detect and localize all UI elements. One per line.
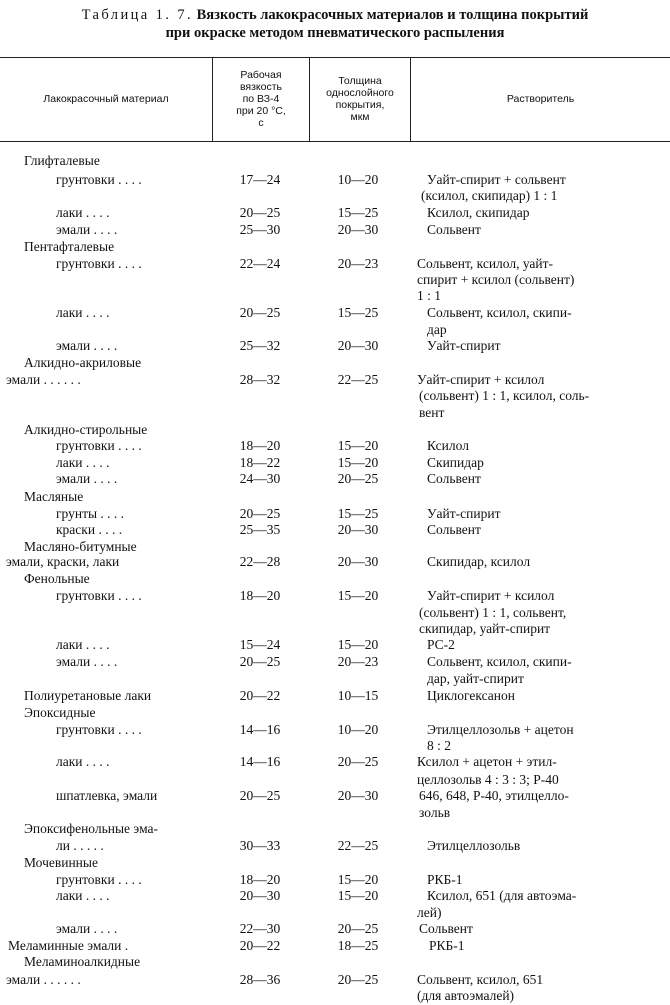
material-cell: эмали, краски, лаки <box>6 554 120 569</box>
material-cell: Масляные <box>24 489 84 504</box>
thickness-cell: 15—20 <box>337 637 379 652</box>
material-cell: Мочевинные <box>24 855 98 870</box>
material-cell: лаки . . . . <box>56 455 110 470</box>
table-row <box>0 304 670 322</box>
material-cell: Эпоксифенольные эма- <box>24 821 159 836</box>
material-cell: ли . . . . . <box>56 838 104 853</box>
material-cell: Меламинные эмали . <box>8 938 129 953</box>
table-row <box>0 820 670 838</box>
viscosity-cell: 18—22 <box>239 455 281 470</box>
viscosity-cell: 20—22 <box>239 688 281 703</box>
solvent-cell: Сольвент <box>427 222 481 237</box>
solvent-cell: (сольвент) 1 : 1, ксилол, соль- <box>419 388 590 403</box>
thickness-cell: 15—20 <box>337 588 379 603</box>
table-row <box>0 470 670 488</box>
material-cell: лаки . . . . <box>56 888 110 903</box>
material-cell: лаки . . . . <box>56 637 110 652</box>
thickness-cell: 20—25 <box>337 921 379 936</box>
table-row <box>0 404 670 422</box>
column-header-solvent <box>411 57 670 141</box>
solvent-cell: скипидар, уайт-спирит <box>419 621 551 636</box>
column-header-thickness <box>310 57 410 141</box>
solvent-cell: РКБ-1 <box>427 872 463 887</box>
solvent-cell: Ксилол <box>427 438 469 453</box>
solvent-cell: Сольвент, ксилол, скипи- <box>427 654 572 669</box>
material-cell: лаки . . . . <box>56 205 110 220</box>
solvent-cell: РКБ-1 <box>429 938 465 953</box>
solvent-cell: РС-2 <box>427 637 455 652</box>
thickness-cell: 20—23 <box>337 256 379 271</box>
table-row <box>0 887 670 905</box>
thickness-cell: 20—30 <box>337 522 379 537</box>
table-row <box>0 653 670 671</box>
thickness-cell: 15—25 <box>337 506 379 521</box>
viscosity-cell: 28—32 <box>239 372 281 387</box>
solvent-cell: Скипидар <box>427 455 484 470</box>
solvent-cell: Сольвент <box>427 522 481 537</box>
thickness-cell: 10—20 <box>337 172 379 187</box>
viscosity-cell: 25—35 <box>239 522 281 537</box>
table-title-line-2: при окраске методом пневматического распыления <box>165 25 505 41</box>
table-row <box>0 837 670 855</box>
material-cell: грунтовки . . . . <box>56 172 142 187</box>
viscosity-cell: 18—20 <box>239 588 281 603</box>
column-header-material <box>0 57 212 141</box>
viscosity-cell: 22—28 <box>239 554 281 569</box>
viscosity-cell: 18—20 <box>239 438 281 453</box>
solvent-cell: Ксилол, 651 (для автоэма- <box>427 888 577 903</box>
header-bottom-rule <box>0 141 670 142</box>
viscosity-cell: 20—25 <box>239 788 281 803</box>
solvent-cell: (ксилол, скипидар) 1 : 1 <box>421 188 558 203</box>
solvent-cell: 646, 648, Р-40, этилцелло- <box>419 788 569 803</box>
material-cell: эмали . . . . <box>56 921 118 936</box>
thickness-cell: 22—25 <box>337 372 379 387</box>
column-header-material-text: Лакокрасочный материал <box>43 93 169 105</box>
solvent-cell: Уайт-спирит + ксилол <box>417 372 545 387</box>
viscosity-cell: 30—33 <box>239 838 281 853</box>
solvent-cell: Циклогексанон <box>427 688 515 703</box>
solvent-cell: спирит + ксилол (сольвент) <box>417 272 575 287</box>
thickness-cell: 22—25 <box>337 838 379 853</box>
material-cell: Алкидно-стирольные <box>24 422 148 437</box>
caption-line-1 <box>0 6 670 24</box>
thickness-cell: 18—25 <box>337 938 379 953</box>
material-cell: эмали . . . . <box>56 654 118 669</box>
thickness-cell: 20—30 <box>337 554 379 569</box>
solvent-cell: дар <box>427 322 447 337</box>
material-cell: грунтовки . . . . <box>56 588 142 603</box>
material-cell: эмали . . . . . . <box>6 372 81 387</box>
solvent-cell: Ксилол + ацетон + этил- <box>417 754 557 769</box>
thickness-cell: 15—25 <box>337 305 379 320</box>
table-row <box>0 636 670 654</box>
thickness-cell: 15—20 <box>337 455 379 470</box>
material-cell: Фенольные <box>24 571 90 586</box>
thickness-cell: 15—20 <box>337 888 379 903</box>
material-cell: грунтовки . . . . <box>56 438 142 453</box>
viscosity-cell: 20—25 <box>239 205 281 220</box>
material-cell: эмали . . . . . . <box>6 972 81 987</box>
viscosity-cell: 24—30 <box>239 471 281 486</box>
material-cell: Масляно-битумные <box>24 539 137 554</box>
material-cell: Алкидно-акриловые <box>24 355 142 370</box>
material-cell: грунтовки . . . . <box>56 256 142 271</box>
table-row <box>0 521 670 539</box>
thickness-cell: 20—23 <box>337 654 379 669</box>
solvent-cell: целлозольв 4 : 3 : 3; Р-40 <box>417 772 559 787</box>
column-header-viscosity-text: Рабочая вязкость по ВЗ-4 при 20 °С, с <box>236 69 286 129</box>
material-cell: Пентафталевые <box>24 239 115 254</box>
material-cell: эмали . . . . <box>56 338 118 353</box>
solvent-cell: Ксилол, скипидар <box>427 205 530 220</box>
table-row <box>0 354 670 372</box>
solvent-cell: Сольвент, ксилол, уайт- <box>417 256 554 271</box>
solvent-cell: вент <box>419 405 445 420</box>
viscosity-cell: 20—25 <box>239 654 281 669</box>
thickness-cell: 20—30 <box>337 222 379 237</box>
viscosity-cell: 20—25 <box>239 305 281 320</box>
table-row <box>0 387 670 405</box>
solvent-cell: Этилцеллозольв + ацетон <box>427 722 574 737</box>
viscosity-cell: 20—30 <box>239 888 281 903</box>
thickness-cell: 20—30 <box>337 338 379 353</box>
solvent-cell: дар, уайт-спирит <box>427 671 524 686</box>
thickness-cell: 15—20 <box>337 438 379 453</box>
solvent-cell: Этилцеллозольв <box>427 838 521 853</box>
column-header-thickness-text: Толщина однослойного покрытия, мкм <box>326 75 394 123</box>
viscosity-cell: 17—24 <box>239 172 281 187</box>
table-number: Таблица 1. 7. <box>81 7 193 23</box>
viscosity-cell: 20—22 <box>239 938 281 953</box>
table-row <box>0 704 670 722</box>
material-cell: Полиуретановые лаки <box>24 688 152 703</box>
material-cell: лаки . . . . <box>56 305 110 320</box>
solvent-cell: Сольвент <box>419 921 473 936</box>
table-row <box>0 187 670 205</box>
viscosity-cell: 14—16 <box>239 754 281 769</box>
table-row <box>0 953 670 971</box>
thickness-cell: 15—20 <box>337 872 379 887</box>
material-cell: лаки . . . . <box>56 754 110 769</box>
viscosity-cell: 22—24 <box>239 256 281 271</box>
material-cell: Глифталевые <box>24 153 100 168</box>
viscosity-cell: 18—20 <box>239 872 281 887</box>
table-title-line-1: Вязкость лакокрасочных материалов и толщина покрытий <box>196 7 589 23</box>
table-caption <box>0 6 670 42</box>
thickness-cell: 20—25 <box>337 471 379 486</box>
table-row <box>0 670 670 688</box>
material-cell: эмали . . . . <box>56 222 118 237</box>
solvent-cell: зольв <box>419 805 451 820</box>
material-cell: грунтовки . . . . <box>56 872 142 887</box>
column-header-solvent-text: Растворитель <box>506 93 575 105</box>
viscosity-cell: 28—36 <box>239 972 281 987</box>
table-row <box>0 204 670 222</box>
solvent-cell: Уайт-спирит <box>427 506 501 521</box>
solvent-cell: лей) <box>417 905 442 920</box>
solvent-cell: Уайт-спирит <box>427 338 501 353</box>
table-row <box>0 152 670 170</box>
table-row <box>0 854 670 872</box>
material-cell: эмали . . . . <box>56 471 118 486</box>
table-row <box>0 488 670 506</box>
table-row <box>0 553 670 571</box>
thickness-cell: 10—20 <box>337 722 379 737</box>
table-row <box>0 287 670 305</box>
viscosity-cell: 22—30 <box>239 921 281 936</box>
thickness-cell: 20—30 <box>337 788 379 803</box>
viscosity-cell: 20—25 <box>239 506 281 521</box>
solvent-cell: Уайт-спирит + ксилол <box>427 588 555 603</box>
thickness-cell: 20—25 <box>337 972 379 987</box>
thickness-cell: 20—25 <box>337 754 379 769</box>
viscosity-cell: 14—16 <box>239 722 281 737</box>
material-cell: Меламиноалкидные <box>24 954 141 969</box>
table-row <box>0 587 670 605</box>
table-row <box>0 238 670 256</box>
table-row <box>0 437 670 455</box>
table-row <box>0 987 670 1005</box>
solvent-cell: (сольвент) 1 : 1, сольвент, <box>419 605 567 620</box>
solvent-cell: 8 : 2 <box>427 738 452 753</box>
material-cell: краски . . . . <box>56 522 123 537</box>
thickness-cell: 15—25 <box>337 205 379 220</box>
solvent-cell: Сольвент, ксилол, 651 <box>417 972 544 987</box>
solvent-cell: Уайт-спирит + сольвент <box>427 172 566 187</box>
column-header-viscosity <box>213 57 309 141</box>
table-row <box>0 753 670 771</box>
table-row <box>0 787 670 805</box>
table-row <box>0 337 670 355</box>
solvent-cell: (для автоэмалей) <box>417 988 515 1003</box>
thickness-cell: 10—15 <box>337 688 379 703</box>
table-row <box>0 570 670 588</box>
material-cell: Эпоксидные <box>24 705 96 720</box>
solvent-cell: 1 : 1 <box>417 288 442 303</box>
table-row <box>0 221 670 239</box>
viscosity-cell: 25—32 <box>239 338 281 353</box>
material-cell: шпатлевка, эмали <box>56 788 158 803</box>
viscosity-cell: 15—24 <box>239 637 281 652</box>
material-cell: грунтовки . . . . <box>56 722 142 737</box>
table-row <box>0 920 670 938</box>
material-cell: грунты . . . . <box>56 506 125 521</box>
solvent-cell: Скипидар, ксилол <box>427 554 531 569</box>
viscosity-cell: 25—30 <box>239 222 281 237</box>
solvent-cell: Сольвент, ксилол, скипи- <box>427 305 572 320</box>
solvent-cell: Сольвент <box>427 471 481 486</box>
table-row <box>0 687 670 705</box>
